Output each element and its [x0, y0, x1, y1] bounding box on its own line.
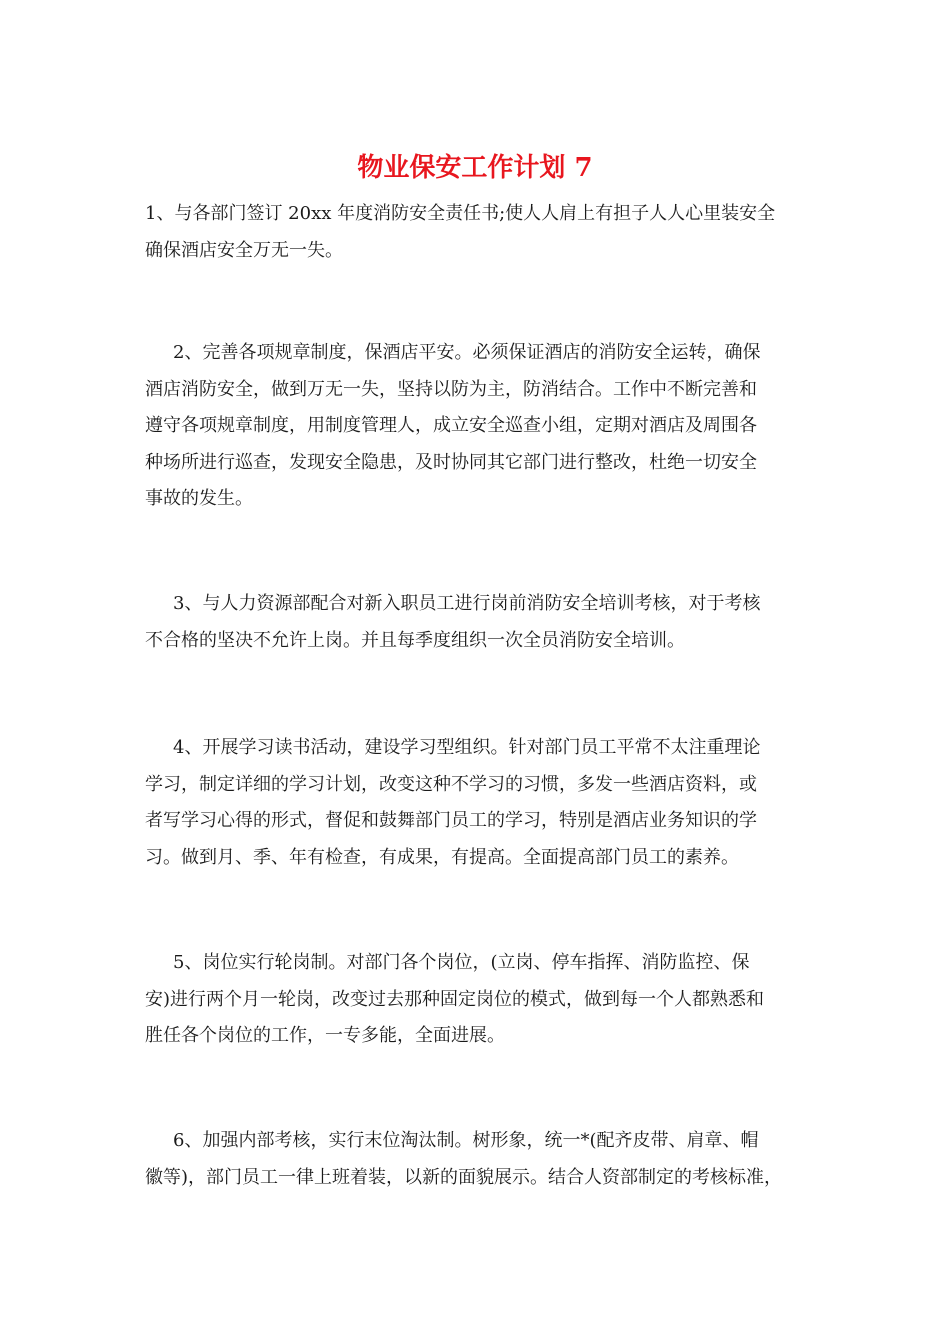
paragraph-line: 安)进行两个月一轮岗，改变过去那种固定岗位的模式，做到每一个人都熟悉和: [145, 988, 765, 1010]
paragraph-line: 确保酒店安全万无一失。: [145, 239, 343, 261]
paragraph-4: [145, 730, 810, 876]
paragraph-line: 2、完善各项规章制度，保酒店平安。必须保证酒店的消防安全运转，确保: [173, 342, 761, 363]
paragraph-6: [145, 1123, 810, 1196]
paragraph-line: 事故的发生。: [145, 488, 253, 509]
paragraph-line: 胜任各个岗位的工作，一专多能，全面进展。: [145, 1025, 505, 1046]
paragraph-line: 酒店消防安全，做到万无一失，坚持以防为主，防消结合。工作中不断完善和: [145, 378, 757, 400]
paragraph-line: 1、与各部门签订 20xx 年度消防安全责任书;使人人肩上有担子人人心里装安全: [145, 203, 776, 224]
paragraph-3: [145, 586, 810, 659]
paragraph-line: 种场所进行巡查，发现安全隐患，及时协同其它部门进行整改，杜绝一切安全: [145, 451, 757, 473]
paragraph-line: 者写学习心得的形式，督促和鼓舞部门员工的学习，特别是酒店业务知识的学: [145, 810, 757, 831]
paragraph-5: [145, 945, 810, 1055]
paragraph-line: 5、岗位实行轮岗制。对部门各个岗位，(立岗、停车指挥、消防监控、保: [173, 952, 750, 973]
paragraph-1: [145, 196, 810, 269]
paragraph-line: 习。做到月、季、年有检查，有成果，有提高。全面提高部门员工的素养。: [145, 846, 739, 868]
paragraph-line: 遵守各项规章制度，用制度管理人，成立安全巡查小组，定期对酒店及周围各: [145, 415, 757, 436]
paragraph-line: 不合格的坚决不允许上岗。并且每季度组织一次全员消防安全培训。: [145, 629, 685, 651]
paragraph-line: 6、加强内部考核，实行末位淘汰制。树形象，统一*(配齐皮带、肩章、帽: [173, 1130, 759, 1151]
paragraph-2: [145, 335, 810, 518]
paragraph-line: 3、与人力资源部配合对新入职员工进行岗前消防安全培训考核，对于考核: [173, 593, 761, 614]
paragraph-line: 4、开展学习读书活动，建设学习型组织。针对部门员工平常不太注重理论: [173, 737, 761, 758]
paragraph-line: 学习，制定详细的学习计划，改变这种不学习的习惯，多发一些酒店资料，或: [145, 773, 757, 795]
paragraph-line: 徽等)，部门员工一律上班着装，以新的面貌展示。结合人资部制定的考核标准，: [145, 1166, 783, 1188]
document-title: 物业保安工作计划 7: [357, 153, 593, 183]
